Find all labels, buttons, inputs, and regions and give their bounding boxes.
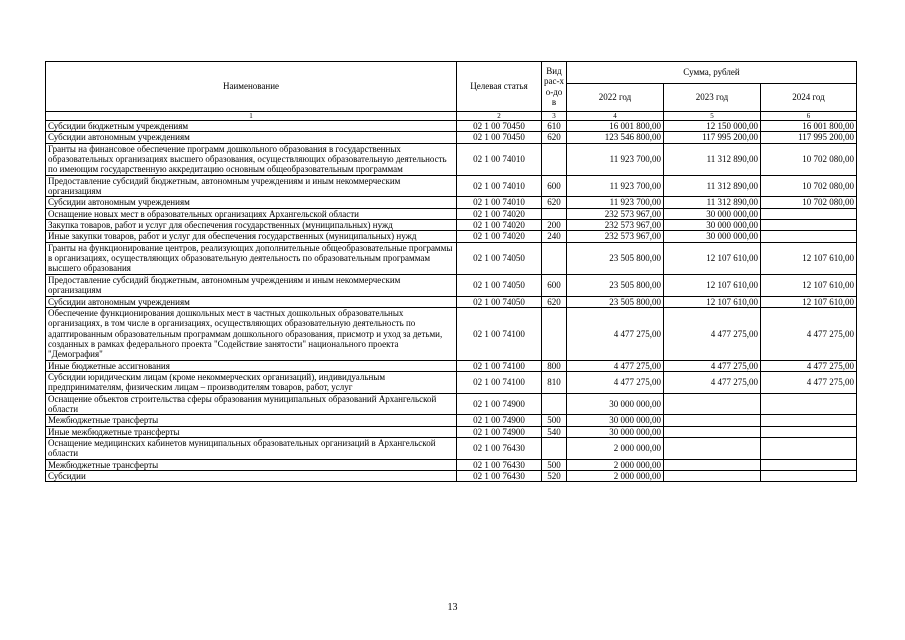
row-name: Гранты на функционирование центров, реализующих дополнительные общеобразовательные программы в организациях, осуществляющих образовательную деятельность по образовательным программам высшего образования: [46, 242, 457, 274]
table-row: [46, 121, 857, 132]
table-row: [46, 415, 857, 426]
row-amount-2023: 4 477 275,00: [664, 371, 761, 393]
row-name: Предоставление субсидий бюджетным, автономным учреждениям и иным некоммерческим организациям: [46, 274, 457, 296]
row-amount-2024: [761, 437, 857, 459]
row-name: Обеспечение функционирования дошкольных мест в частных дошкольных образовательных организациях, в том числе в организациях, осуществляющих образовательную деятельность по адаптированным образовательным программам дошкольного образования, присмотр и уход за детьми, созданных в рамках федерального проекта "Содействие занятости" национального проекта "Демография": [46, 307, 457, 360]
table-row: [46, 393, 857, 415]
row-expense-type: [542, 208, 567, 219]
row-target-code: 02 1 00 74020: [457, 208, 542, 219]
row-name: Иные закупки товаров, работ и услуг для обеспечения государственных (муниципальных) нужд: [46, 231, 457, 242]
row-amount-2023: 4 477 275,00: [664, 360, 761, 371]
row-target-code: 02 1 00 74020: [457, 231, 542, 242]
row-amount-2023: [664, 459, 761, 470]
header-year-2024: 2024 год: [761, 84, 857, 112]
row-amount-2022: 30 000 000,00: [567, 415, 664, 426]
table-row: [46, 360, 857, 371]
row-amount-2022: 123 546 800,00: [567, 132, 664, 143]
row-target-code: 02 1 00 74900: [457, 415, 542, 426]
row-amount-2023: [664, 426, 761, 437]
row-expense-type: [542, 143, 567, 175]
column-index: 3: [542, 112, 567, 121]
row-target-code: 02 1 00 76430: [457, 471, 542, 482]
row-name: Иные бюджетные ассигнования: [46, 360, 457, 371]
row-name: Субсидии автономным учреждениям: [46, 132, 457, 143]
row-amount-2023: 12 150 000,00: [664, 121, 761, 132]
table-row: [46, 208, 857, 219]
row-name: Иные межбюджетные трансферты: [46, 426, 457, 437]
header-target: Целевая статья: [457, 62, 542, 112]
row-name: Оснащение новых мест в образовательных организациях Архангельской области: [46, 208, 457, 219]
table-row: [46, 437, 857, 459]
row-expense-type: 240: [542, 231, 567, 242]
row-expense-type: 620: [542, 296, 567, 307]
row-amount-2024: 10 702 080,00: [761, 143, 857, 175]
row-target-code: 02 1 00 74050: [457, 296, 542, 307]
row-target-code: 02 1 00 74010: [457, 197, 542, 208]
row-amount-2023: 11 312 890,00: [664, 197, 761, 208]
row-amount-2022: 11 923 700,00: [567, 175, 664, 197]
row-expense-type: 610: [542, 121, 567, 132]
row-amount-2023: 30 000 000,00: [664, 208, 761, 219]
row-amount-2022: 232 573 967,00: [567, 231, 664, 242]
row-amount-2024: 10 702 080,00: [761, 175, 857, 197]
row-expense-type: 600: [542, 274, 567, 296]
row-expense-type: 600: [542, 175, 567, 197]
row-amount-2024: [761, 426, 857, 437]
column-index-row: [46, 112, 857, 121]
row-amount-2024: [761, 231, 857, 242]
row-amount-2024: 12 107 610,00: [761, 274, 857, 296]
table-row: [46, 220, 857, 231]
row-target-code: 02 1 00 74020: [457, 220, 542, 231]
row-amount-2024: 12 107 610,00: [761, 242, 857, 274]
row-name: Закупка товаров, работ и услуг для обеспечения государственных (муниципальных) нужд: [46, 220, 457, 231]
row-expense-type: [542, 307, 567, 360]
row-amount-2023: 117 995 200,00: [664, 132, 761, 143]
row-amount-2022: 30 000 000,00: [567, 393, 664, 415]
row-amount-2022: 16 001 800,00: [567, 121, 664, 132]
row-amount-2023: [664, 437, 761, 459]
row-expense-type: 620: [542, 132, 567, 143]
row-amount-2024: [761, 208, 857, 219]
row-expense-type: 500: [542, 459, 567, 470]
row-target-code: 02 1 00 74050: [457, 242, 542, 274]
row-target-code: 02 1 00 76430: [457, 437, 542, 459]
page-number: 13: [447, 602, 458, 613]
row-amount-2022: 4 477 275,00: [567, 360, 664, 371]
row-amount-2022: 2 000 000,00: [567, 459, 664, 470]
row-expense-type: 800: [542, 360, 567, 371]
row-expense-type: 500: [542, 415, 567, 426]
table-row: [46, 426, 857, 437]
row-target-code: 02 1 00 74100: [457, 371, 542, 393]
header-vid: Вид рас-хо-дов: [542, 62, 567, 112]
row-name: Субсидии юридическим лицам (кроме некоммерческих организаций), индивидуальным предпринимателям, физическим лицам – производителям товаров, работ, услуг: [46, 371, 457, 393]
header-year-2023: 2023 год: [664, 84, 761, 112]
row-target-code: 02 1 00 74100: [457, 307, 542, 360]
row-target-code: 02 1 00 70450: [457, 132, 542, 143]
row-amount-2024: 12 107 610,00: [761, 296, 857, 307]
row-amount-2024: [761, 220, 857, 231]
row-name: Субсидии автономным учреждениям: [46, 296, 457, 307]
column-index: 4: [567, 112, 664, 121]
row-expense-type: 520: [542, 471, 567, 482]
row-amount-2023: 12 107 610,00: [664, 296, 761, 307]
row-amount-2022: 23 505 800,00: [567, 296, 664, 307]
row-amount-2023: [664, 471, 761, 482]
row-amount-2022: 4 477 275,00: [567, 307, 664, 360]
row-amount-2023: 11 312 890,00: [664, 143, 761, 175]
row-name: Субсидии: [46, 471, 457, 482]
table-row: [46, 459, 857, 470]
row-amount-2023: 12 107 610,00: [664, 242, 761, 274]
row-amount-2023: 11 312 890,00: [664, 175, 761, 197]
table-row: [46, 471, 857, 482]
row-amount-2022: 2 000 000,00: [567, 437, 664, 459]
row-amount-2022: 232 573 967,00: [567, 220, 664, 231]
row-target-code: 02 1 00 74100: [457, 360, 542, 371]
row-name: Межбюджетные трансферты: [46, 415, 457, 426]
table-row: [46, 175, 857, 197]
row-amount-2022: 23 505 800,00: [567, 274, 664, 296]
row-amount-2022: 232 573 967,00: [567, 208, 664, 219]
column-index: 6: [761, 112, 857, 121]
row-name: Предоставление субсидий бюджетным, автономным учреждениям и иным некоммерческим организациям: [46, 175, 457, 197]
row-amount-2022: 30 000 000,00: [567, 426, 664, 437]
row-expense-type: 810: [542, 371, 567, 393]
header-sum: Сумма, рублей: [567, 62, 857, 84]
header-year-2022: 2022 год: [567, 84, 664, 112]
row-target-code: 02 1 00 74010: [457, 143, 542, 175]
row-amount-2023: [664, 393, 761, 415]
row-expense-type: 620: [542, 197, 567, 208]
row-name: Субсидии бюджетным учреждениям: [46, 121, 457, 132]
row-amount-2023: [664, 415, 761, 426]
row-amount-2023: 30 000 000,00: [664, 231, 761, 242]
row-expense-type: [542, 242, 567, 274]
row-amount-2023: 12 107 610,00: [664, 274, 761, 296]
row-amount-2024: [761, 415, 857, 426]
row-amount-2022: 11 923 700,00: [567, 197, 664, 208]
table-row: [46, 143, 857, 175]
row-amount-2024: 4 477 275,00: [761, 360, 857, 371]
table-row: [46, 274, 857, 296]
row-amount-2023: 4 477 275,00: [664, 307, 761, 360]
row-target-code: 02 1 00 76430: [457, 459, 542, 470]
row-target-code: 02 1 00 74050: [457, 274, 542, 296]
row-target-code: 02 1 00 70450: [457, 121, 542, 132]
row-amount-2022: 2 000 000,00: [567, 471, 664, 482]
row-target-code: 02 1 00 74900: [457, 393, 542, 415]
row-amount-2024: 117 995 200,00: [761, 132, 857, 143]
row-name: Оснащение медицинских кабинетов муниципальных образовательных организаций в Архангельской области: [46, 437, 457, 459]
header-name: Наименование: [46, 62, 457, 112]
table-row: [46, 242, 857, 274]
table-row: [46, 371, 857, 393]
table-row: [46, 197, 857, 208]
row-expense-type: 200: [542, 220, 567, 231]
row-amount-2022: 23 505 800,00: [567, 242, 664, 274]
row-amount-2024: 10 702 080,00: [761, 197, 857, 208]
row-amount-2024: 4 477 275,00: [761, 307, 857, 360]
row-amount-2024: 16 001 800,00: [761, 121, 857, 132]
row-amount-2022: 11 923 700,00: [567, 143, 664, 175]
row-name: Гранты на финансовое обеспечение программ дошкольного образования в государственных образовательных организациях высшего образования, осуществляющих образовательную деятельность по имеющим государственную аккредитацию основным общеобразовательным программам: [46, 143, 457, 175]
row-target-code: 02 1 00 74010: [457, 175, 542, 197]
row-target-code: 02 1 00 74900: [457, 426, 542, 437]
table-row: [46, 132, 857, 143]
table-row: [46, 307, 857, 360]
table-body: [46, 121, 857, 482]
row-expense-type: [542, 393, 567, 415]
table-header: [46, 62, 857, 121]
column-index: 5: [664, 112, 761, 121]
row-amount-2023: 30 000 000,00: [664, 220, 761, 231]
budget-table: [45, 61, 857, 482]
table-row: [46, 296, 857, 307]
row-amount-2022: 4 477 275,00: [567, 371, 664, 393]
table-row: [46, 231, 857, 242]
row-name: Субсидии автономным учреждениям: [46, 197, 457, 208]
row-amount-2024: [761, 471, 857, 482]
row-name: Межбюджетные трансферты: [46, 459, 457, 470]
row-amount-2024: [761, 393, 857, 415]
row-amount-2024: [761, 459, 857, 470]
column-index: 1: [46, 112, 457, 121]
column-index: 2: [457, 112, 542, 121]
row-amount-2024: 4 477 275,00: [761, 371, 857, 393]
row-expense-type: 540: [542, 426, 567, 437]
row-name: Оснащение объектов строительства сферы образования муниципальных образований Архангельской области: [46, 393, 457, 415]
row-expense-type: [542, 437, 567, 459]
